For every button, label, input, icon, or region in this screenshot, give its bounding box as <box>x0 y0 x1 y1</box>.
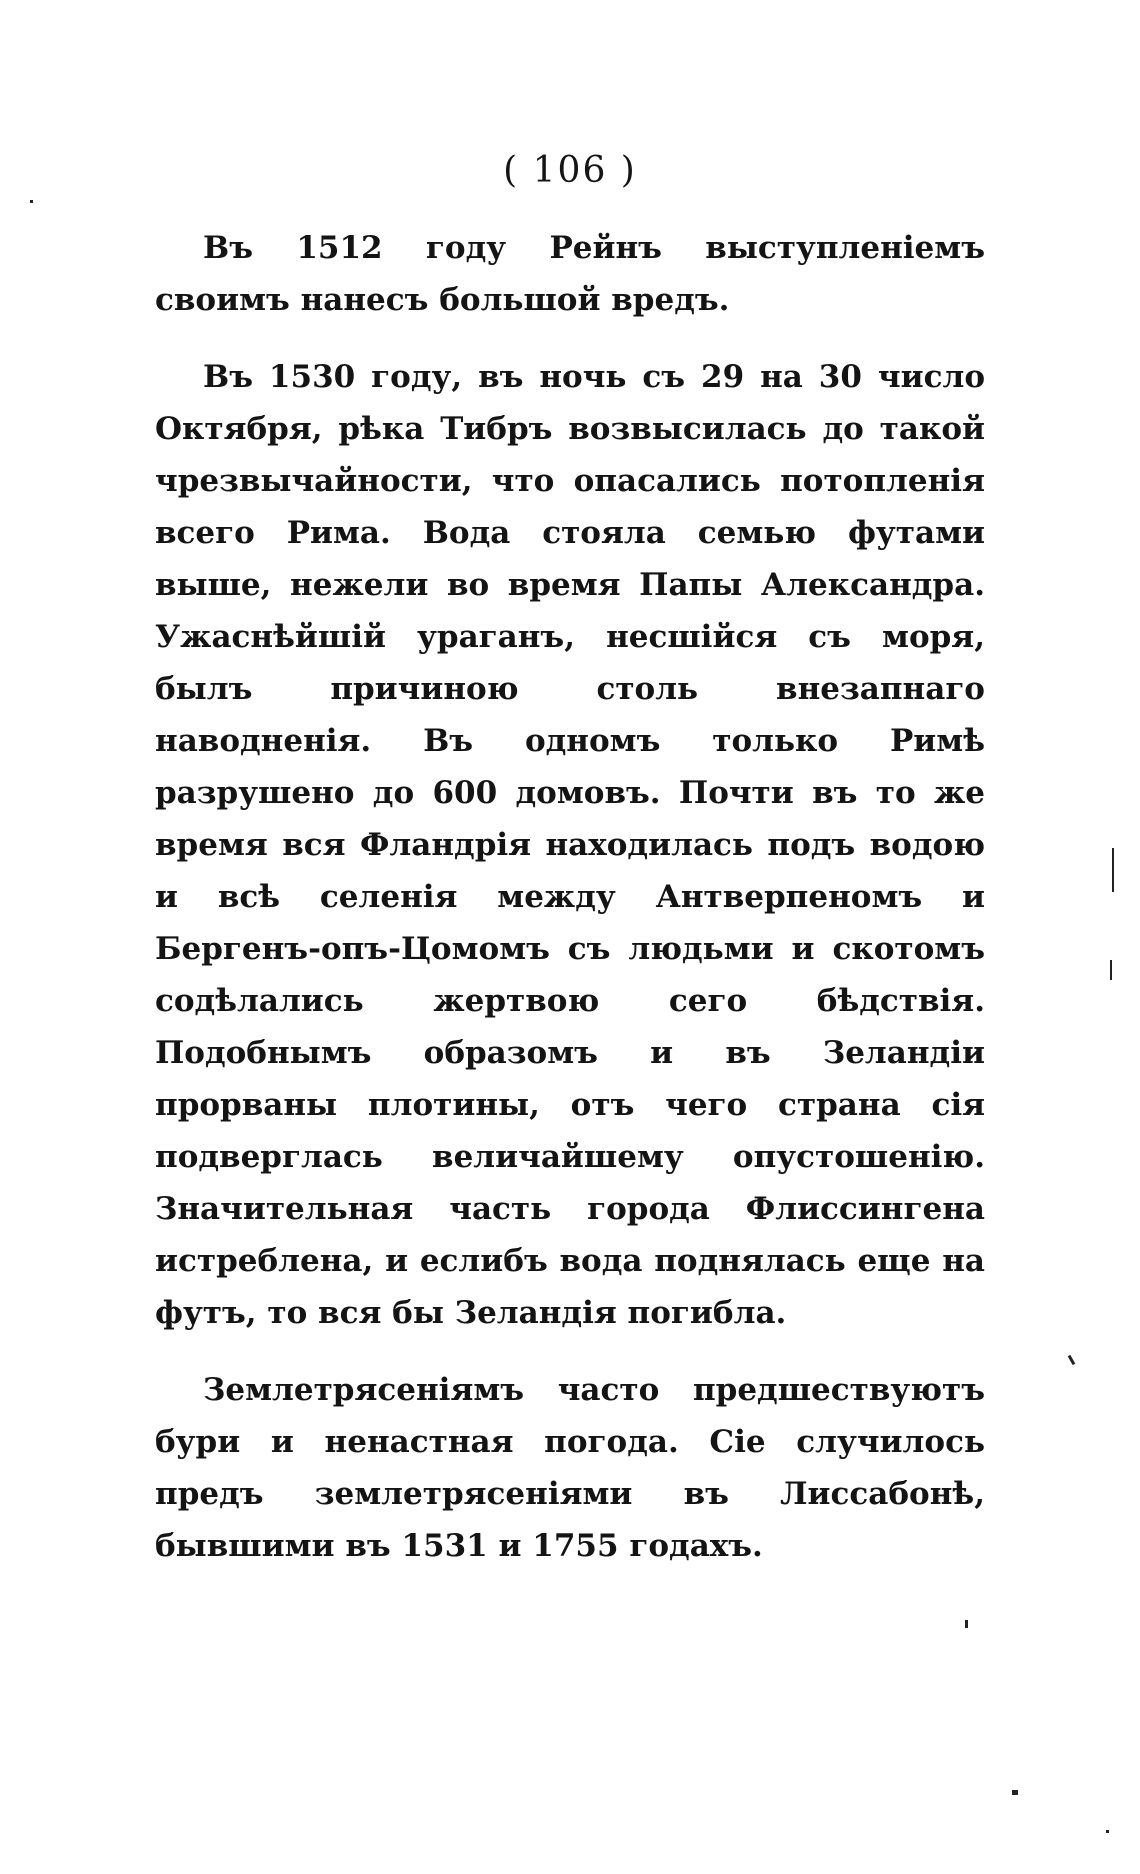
scan-speck <box>1068 1355 1076 1365</box>
body-text <box>155 222 985 1572</box>
scan-speck <box>1106 1830 1109 1833</box>
scan-speck <box>1110 960 1112 980</box>
scan-speck <box>1112 848 1114 892</box>
page-number: ( 106 ) <box>503 150 637 191</box>
paragraph-earthquakes: Землетрясеніямъ часто предшествуютъ бури и ненастная погода. Сіе случилось предъ землетрясеніями въ Лиссабонѣ, бывшими въ 1531 и 1755 годахъ. <box>155 1372 985 1564</box>
scan-speck <box>965 1620 968 1628</box>
scan-speck <box>1012 1790 1018 1795</box>
scan-speck <box>30 200 33 203</box>
paragraph-tiber-1530: Въ 1530 году, въ ночь съ 29 на 30 число Октября, рѣка Тибръ возвысилась до такой чрезвычайности, что опасались потопленія всего Рима. Вода стояла семью футами выше, нежели во время Папы Александра. Ужаснѣйшій ураганъ, несшійся съ моря, былъ причиною столь внезапнаго наводненія. Въ одномъ только Римѣ разрушено до 600 домовъ. Почти въ то же время вся Фландрія находилась подъ водою и всѣ селенія между Антверпеномъ и Бергенъ-опъ-Цомомъ съ людьми и скотомъ содѣлались жертвою сего бѣдствія. Подобнымъ образомъ и въ Зеландіи прорваны плотины, отъ чего страна сія подверглась величайшему опустошенію. Значительная часть города Флиссингена истреблена, и еслибъ вода поднялась еще на футъ, то вся бы Зеландія погибла. <box>155 359 985 1331</box>
paragraph-rhine-1512: Въ 1512 году Рейнъ выступленіемъ своимъ нанесъ большой вредъ. <box>155 230 985 318</box>
